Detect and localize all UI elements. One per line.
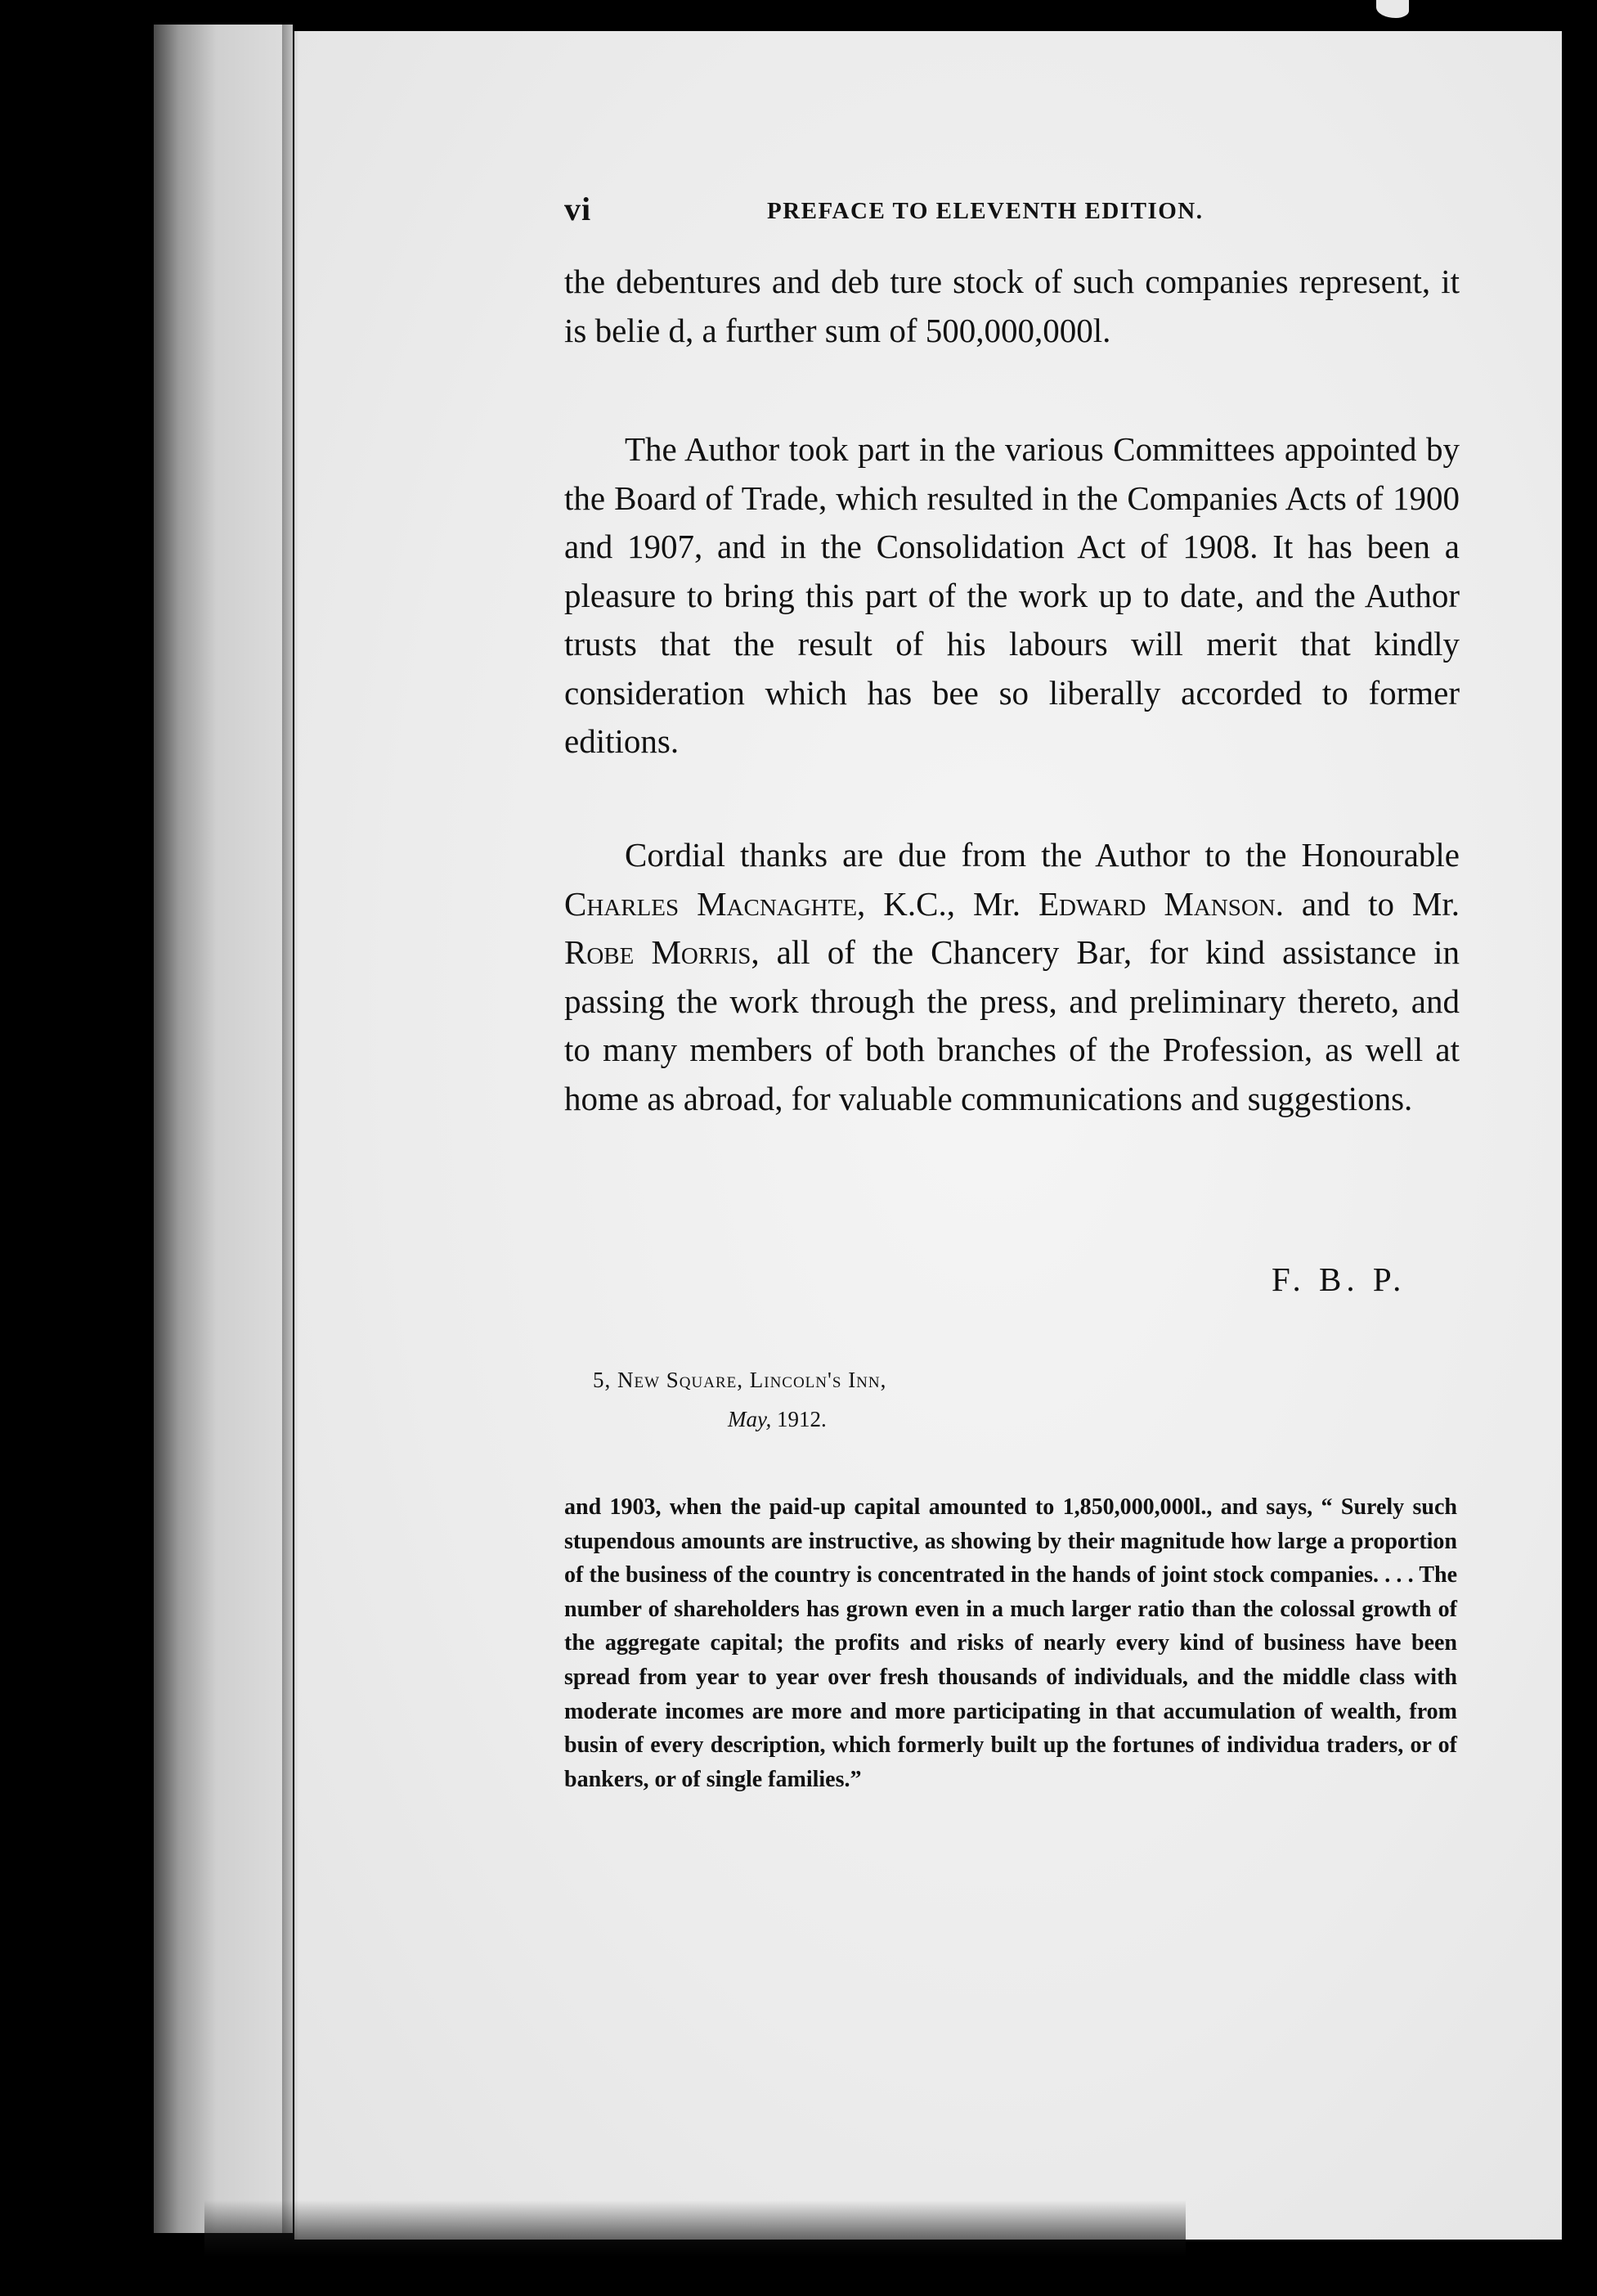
kc-text: , K.C., xyxy=(857,884,955,923)
author-initials: F. B. P. xyxy=(1272,1260,1406,1298)
address-date xyxy=(728,1407,827,1432)
thanks-intro: Cordial thanks are due from the Author to the Honourable xyxy=(625,836,1460,874)
name-robert: Robe xyxy=(564,933,635,971)
name-manson: Edward Manson xyxy=(1038,884,1276,923)
name-morris: Morris xyxy=(651,933,751,971)
bottom-shadow xyxy=(204,2200,1186,2258)
running-head-title: PREFACE TO ELEVENTH EDITION. xyxy=(767,198,1204,224)
paragraph-acknowledgements xyxy=(564,831,1460,1123)
mr-text: Mr. xyxy=(972,884,1021,923)
and-to-text: . and to Mr. xyxy=(1275,884,1460,923)
date-month: May, xyxy=(728,1407,772,1431)
thanks-rest: , all of the Chancery Bar, for kind assistance in passing the work through the press, and preliminary thereto, and to many members of both branches of the Profession, as well at home as abroad, for valuable communications and suggestions. xyxy=(564,933,1460,1117)
footnote: and 1903, when the paid-up capital amounted to 1,850,000,000l., and says, “ Surely such stupendous amounts are instructive, as showing by their magnitude how large a proportion of the business of the country is concentrated in the hands of joint stock companies. . . . The number of shareholders has grown even in a much larger ratio than the colossal growth of the aggregate capital; the profits and risks of nearly every kind of business have been spread from year to year over fresh thousands of individuals, and the middle class with moderate incomes are more and more participating in that accumulation of wealth, from busin of every description, which formerly built up the fortunes of individua traders, or of bankers, or of single families.” xyxy=(564,1494,1457,1792)
paragraph-committees: The Author took part in the various Committees appointed by the Board of Trade, which resulted in the Companies Acts of 1900 and 1907, and in the Consolidation Act of 1908. It has been a pleasure to bring this part of the work up to date, and the Author trusts that the result of his labours will merit that kindly consideration which has bee so liberally accorded to former editions. xyxy=(564,430,1460,760)
book-page xyxy=(294,31,1562,2240)
address-location: 5, New Square, Lincoln's Inn, xyxy=(593,1368,887,1392)
date-year: 1912. xyxy=(777,1407,827,1431)
paragraph-debentures: the debentures and deb ture stock of such companies represent, it is belie d, a further sum of 500,000,000l. xyxy=(564,263,1460,349)
page-number: vi xyxy=(564,191,592,227)
binding-shadow xyxy=(282,25,298,2249)
name-macnaghten: Charles Macnaghte xyxy=(564,884,858,923)
facing-page-edge xyxy=(154,25,293,2233)
running-head xyxy=(564,190,1464,231)
